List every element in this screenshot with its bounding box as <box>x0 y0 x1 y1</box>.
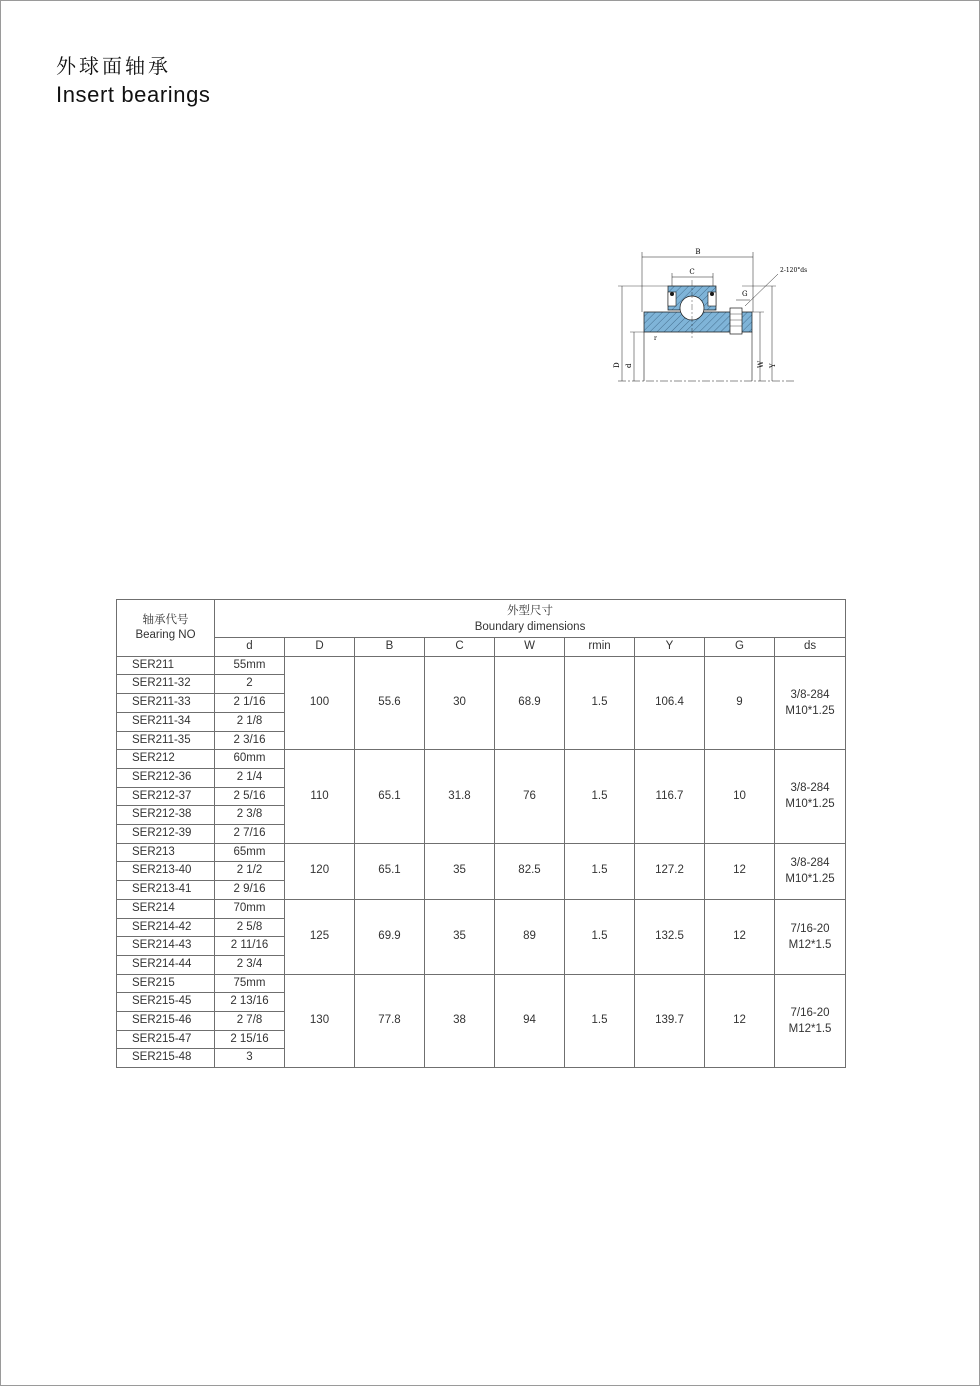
dimension-g-cell: 9 <box>705 656 775 750</box>
table-row <box>117 843 846 862</box>
table-body <box>117 656 846 1067</box>
dimension-d-cell: 110 <box>285 750 355 844</box>
bore-d-cell: 70mm <box>215 899 285 918</box>
dimension-w-cell: 68.9 <box>495 656 565 750</box>
dimension-d-cell: 125 <box>285 899 355 974</box>
holes-callout-label: 2-120°ds <box>780 267 808 274</box>
dimension-d-cell: 130 <box>285 974 355 1068</box>
bearing-no-cell: SER214 <box>117 899 215 918</box>
dimension-ds-cell: 7/16-20 M12*1.5 <box>775 974 846 1068</box>
bearing-no-cell: SER215-47 <box>117 1030 215 1049</box>
dim-b-label: B <box>695 248 701 256</box>
dimension-c-cell: 35 <box>425 843 495 899</box>
dimension-b-cell: 65.1 <box>355 843 425 899</box>
bearing-no-cell: SER212-37 <box>117 787 215 806</box>
bearing-no-cell: SER213 <box>117 843 215 862</box>
table-row <box>117 656 846 675</box>
dimension-g-cell: 10 <box>705 750 775 844</box>
bearing-no-cell: SER212-36 <box>117 768 215 787</box>
radius-label: r <box>654 335 657 342</box>
bore-d-cell: 2 1/8 <box>215 712 285 731</box>
dim-d-outer-label: D <box>613 362 621 368</box>
bore-d-cell: 2 1/4 <box>215 768 285 787</box>
dimension-y-cell: 139.7 <box>635 974 705 1068</box>
column-header-row <box>117 638 846 657</box>
bore-d-cell: 2 1/2 <box>215 862 285 881</box>
dimension-y-cell: 127.2 <box>635 843 705 899</box>
bore-d-cell: 2 7/8 <box>215 1012 285 1031</box>
boundary-dimensions-table <box>116 599 846 1068</box>
dimension-w-cell: 89 <box>495 899 565 974</box>
dimension-b-cell: 69.9 <box>355 899 425 974</box>
dimension-w-cell: 76 <box>495 750 565 844</box>
dimension-g-cell: 12 <box>705 899 775 974</box>
bearing-no-cell: SER215-45 <box>117 993 215 1012</box>
bearing-no-cell: SER211 <box>117 656 215 675</box>
dimension-ds-cell: 3/8-284 M10*1.25 <box>775 656 846 750</box>
bore-d-cell: 2 3/8 <box>215 806 285 825</box>
page-title-zh: 外球面轴承 <box>56 54 171 78</box>
bore-d-cell: 2 3/4 <box>215 955 285 974</box>
bearing-no-cell: SER213-41 <box>117 881 215 900</box>
table-row <box>117 750 846 769</box>
bearing-no-cell: SER211-33 <box>117 694 215 713</box>
table-row <box>117 974 846 993</box>
table-row <box>117 899 846 918</box>
dim-c-label: C <box>689 268 695 276</box>
column-header-d: D <box>285 638 355 657</box>
bearing-no-cell: SER211-35 <box>117 731 215 750</box>
dimension-b-cell: 55.6 <box>355 656 425 750</box>
dimension-d-cell: 100 <box>285 656 355 750</box>
dimension-rmin-cell: 1.5 <box>565 899 635 974</box>
dimension-ds-cell: 7/16-20 M12*1.5 <box>775 899 846 974</box>
dimension-rmin-cell: 1.5 <box>565 656 635 750</box>
bearing-no-cell: SER215-48 <box>117 1049 215 1068</box>
dimension-rmin-cell: 1.5 <box>565 750 635 844</box>
column-header-d: d <box>215 638 285 657</box>
column-header-w: W <box>495 638 565 657</box>
column-header-rmin: rmin <box>565 638 635 657</box>
bearing-no-cell: SER211-32 <box>117 675 215 694</box>
dimension-rmin-cell: 1.5 <box>565 974 635 1068</box>
dimension-rmin-cell: 1.5 <box>565 843 635 899</box>
dimension-y-cell: 106.4 <box>635 656 705 750</box>
bore-d-cell: 2 13/16 <box>215 993 285 1012</box>
dimension-c-cell: 38 <box>425 974 495 1068</box>
bore-d-cell: 2 15/16 <box>215 1030 285 1049</box>
bearing-no-cell: SER213-40 <box>117 862 215 881</box>
bearing-no-cell: SER214-44 <box>117 955 215 974</box>
bore-d-cell: 55mm <box>215 656 285 675</box>
dimension-g-cell: 12 <box>705 843 775 899</box>
dimension-g-cell: 12 <box>705 974 775 1068</box>
column-header-g: G <box>705 638 775 657</box>
bore-d-cell: 60mm <box>215 750 285 769</box>
bore-d-cell: 2 1/16 <box>215 694 285 713</box>
bore-d-cell: 2 5/16 <box>215 787 285 806</box>
dimension-ds-cell: 3/8-284 M10*1.25 <box>775 750 846 844</box>
column-header-b: B <box>355 638 425 657</box>
bore-d-cell: 3 <box>215 1049 285 1068</box>
dim-d-inner-label: d <box>625 363 633 368</box>
header-boundary-dimensions: 外型尺寸 Boundary dimensions <box>215 600 846 638</box>
bore-d-cell: 65mm <box>215 843 285 862</box>
bore-d-cell: 2 7/16 <box>215 825 285 844</box>
bearing-no-cell: SER215 <box>117 974 215 993</box>
dim-g-label: G <box>742 290 748 298</box>
bearing-cross-section-drawing <box>600 240 830 390</box>
dimension-c-cell: 31.8 <box>425 750 495 844</box>
header-bearing-no: 轴承代号 Bearing NO <box>117 600 215 657</box>
bearing-no-cell: SER214-42 <box>117 918 215 937</box>
dim-y-label: Y <box>769 363 777 368</box>
bore-d-cell: 2 11/16 <box>215 937 285 956</box>
dimension-b-cell: 77.8 <box>355 974 425 1068</box>
dimension-y-cell: 132.5 <box>635 899 705 974</box>
dim-w-label: W <box>757 360 765 368</box>
bore-d-cell: 75mm <box>215 974 285 993</box>
bearing-no-cell: SER215-46 <box>117 1012 215 1031</box>
dimension-y-cell: 116.7 <box>635 750 705 844</box>
bore-d-cell: 2 5/8 <box>215 918 285 937</box>
dimension-w-cell: 82.5 <box>495 843 565 899</box>
set-screw <box>730 308 742 334</box>
column-header-c: C <box>425 638 495 657</box>
dimension-c-cell: 35 <box>425 899 495 974</box>
dimension-ds-cell: 3/8-284 M10*1.25 <box>775 843 846 899</box>
column-header-ds: ds <box>775 638 846 657</box>
bearing-no-cell: SER211-34 <box>117 712 215 731</box>
dimension-c-cell: 30 <box>425 656 495 750</box>
dimension-d-cell: 120 <box>285 843 355 899</box>
bearing-no-cell: SER214-43 <box>117 937 215 956</box>
bore-d-cell: 2 <box>215 675 285 694</box>
column-header-y: Y <box>635 638 705 657</box>
bearing-no-cell: SER212 <box>117 750 215 769</box>
bore-d-cell: 2 9/16 <box>215 881 285 900</box>
page-title-en: Insert bearings <box>56 82 211 107</box>
dimension-b-cell: 65.1 <box>355 750 425 844</box>
bore-d-cell: 2 3/16 <box>215 731 285 750</box>
dimension-w-cell: 94 <box>495 974 565 1068</box>
bearing-no-cell: SER212-39 <box>117 825 215 844</box>
bearing-no-cell: SER212-38 <box>117 806 215 825</box>
